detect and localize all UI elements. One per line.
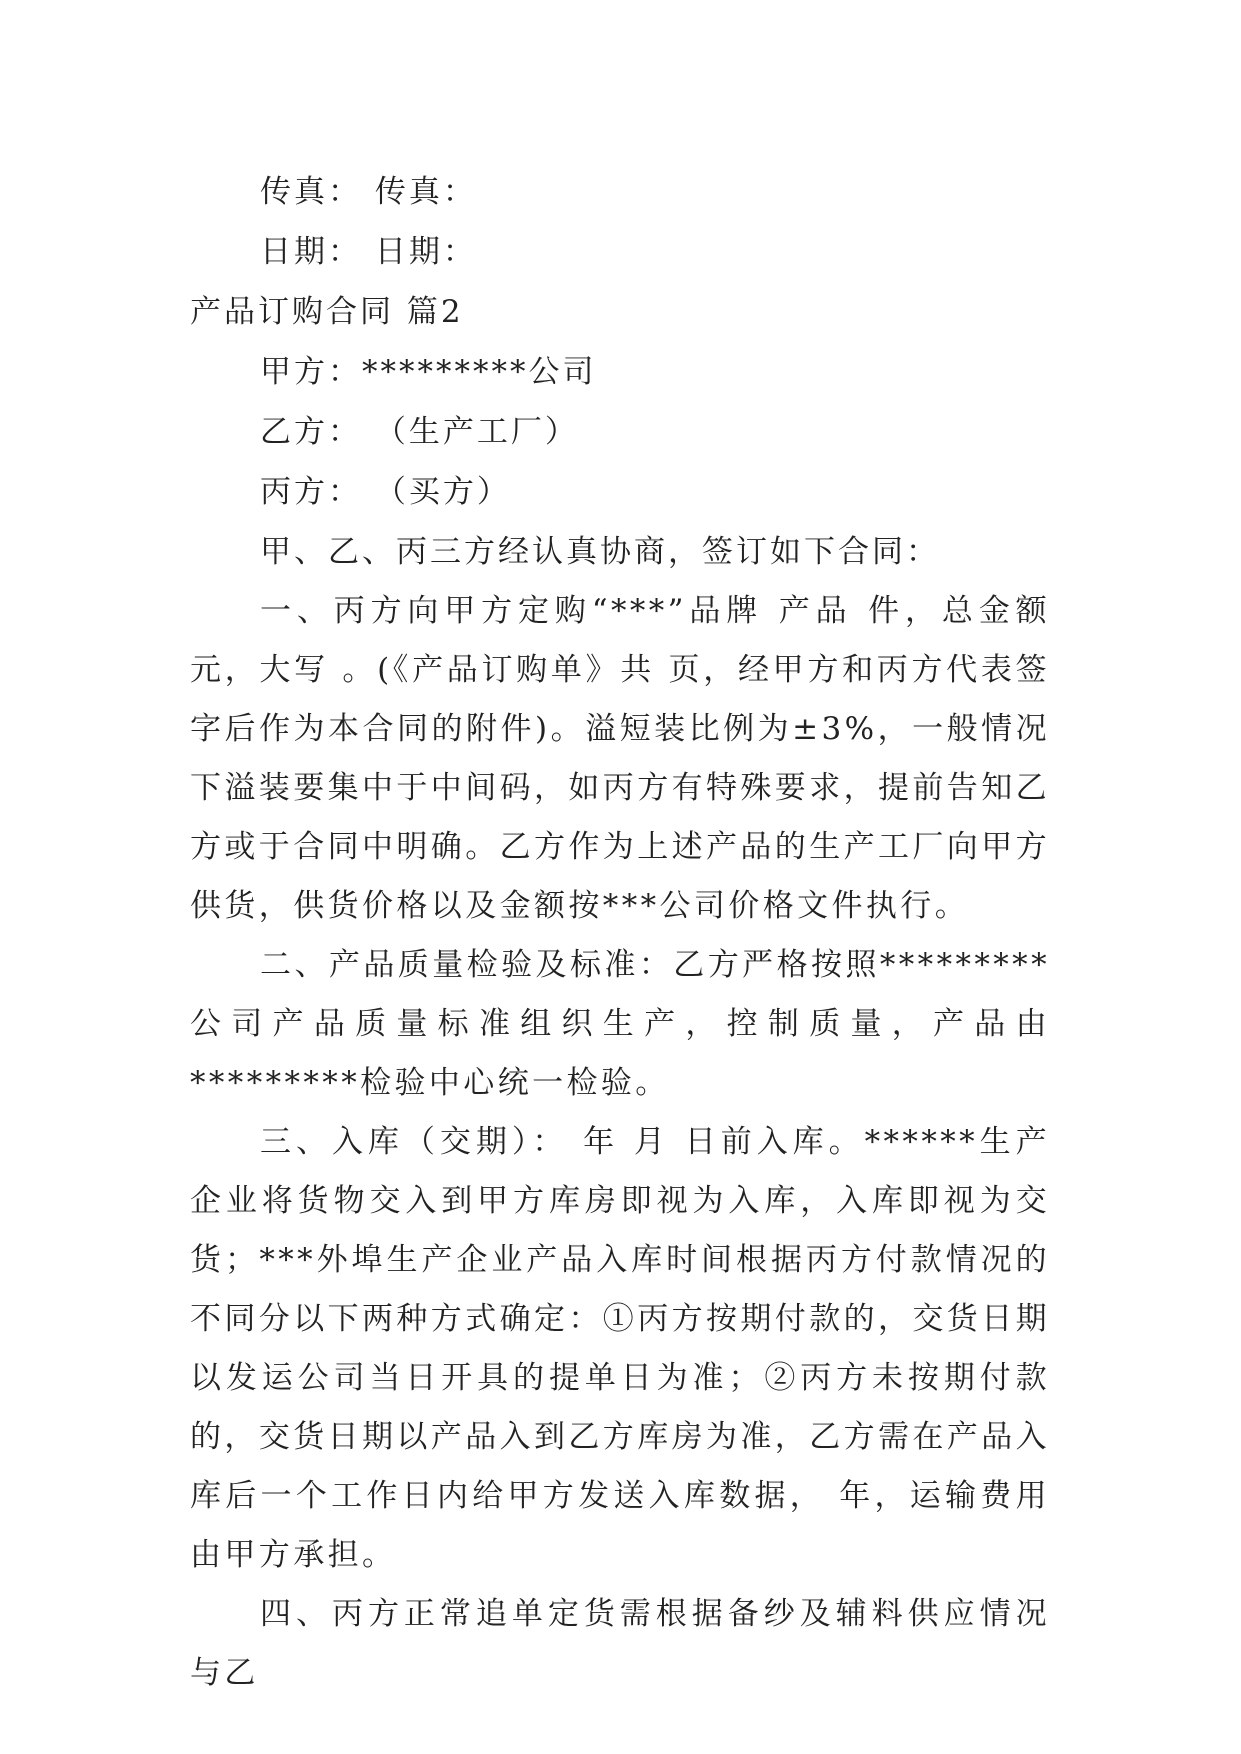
clause-2: 二、产品质量检验及标准：乙方严格按照*********公司产品质量标准组织生产，控制质量，产品由*********检验中心统一检验。 <box>190 947 1050 1101</box>
section-title: 产品订购合同 篇2 <box>190 294 464 330</box>
clause-3: 三、入库（交期）： 年 月 日前入库。******生产企业将货物交入到甲方库房即视为入库，入库即视为交货；***外埠生产企业产品入库时间根据丙方付款情况的不同分以下两种方式确定：①丙方按期付款的，交货日期以发运公司当日开具的提单日为准；②丙方未按期付款的，交货日期以产品入到乙方库房为准，乙方需在产品入库后一个工作日内给甲方发送入库数据， 年，运输费用由甲方承担。 <box>190 1124 1050 1573</box>
clause-1: 一、丙方向甲方定购“***”品牌 产品 件，总金额 元，大写 。(《产品订购单》共 页，经甲方和丙方代表签字后作为本合同的附件)。溢短装比例为±3%，一般情况下溢装要集中于中间码，如丙方有特殊要求，提前告知乙方或于合同中明确。乙方作为上述产品的生产工厂向甲方供货，供货价格以及金额按***公司价格文件执行。 <box>190 593 1050 924</box>
party-a-line: 甲方：*********公司 <box>260 354 597 390</box>
intro-line: 甲、乙、丙三方经认真协商，签订如下合同： <box>260 534 940 570</box>
fax-line: 传真： 传真： <box>260 174 477 210</box>
clause-4: 四、丙方正常追单定货需根据备纱及辅料供应情况与乙 <box>190 1596 1050 1691</box>
party-c-line: 丙方： （买方） <box>260 474 511 510</box>
date-line: 日期： 日期： <box>260 234 477 270</box>
party-b-line: 乙方： （生产工厂） <box>260 414 579 450</box>
document-page <box>190 162 1050 1703</box>
